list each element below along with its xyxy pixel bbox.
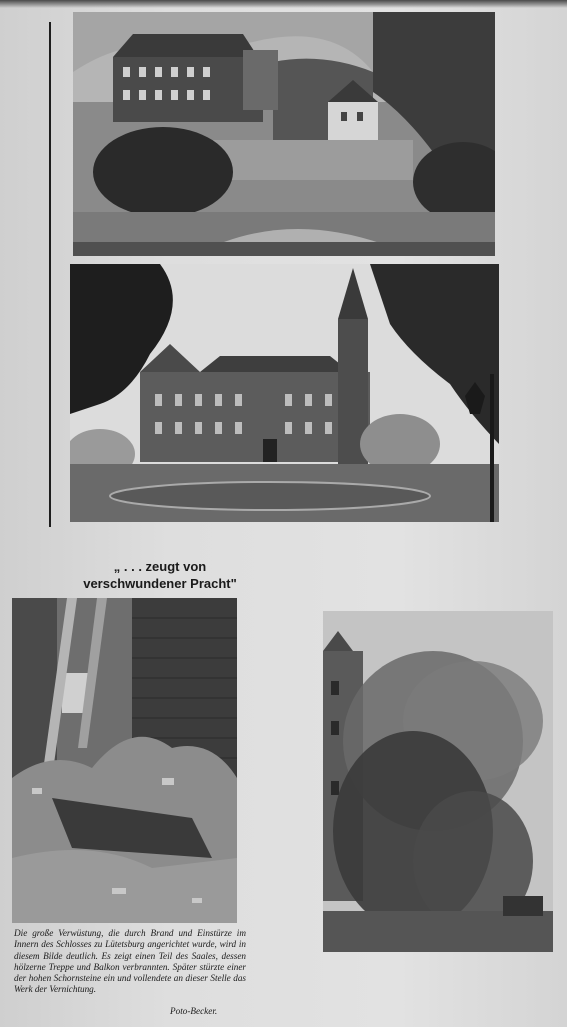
photo-smoke-fire (323, 611, 553, 952)
page-top-edge (0, 0, 567, 8)
headline (60, 558, 260, 592)
photo-engraving-manor (73, 12, 495, 256)
photo-caption (14, 928, 246, 996)
caption-text: Die große Verwüstung, die durch Brand und Einstürze im Innern des Schlosses zu Lütetsburg angerichtet wurde, wird in diesem Bilde deutlich. Es zeigt einen Teil des Saales, dessen hölzerne Treppe und Balkon verbrannten. Später stürzte einer der hohen Schornsteine ein und vollendete an dieser Stelle das Werk der Vernichtung. (14, 928, 246, 995)
headline-line-2: verschwundener Pracht" (83, 576, 237, 591)
column-rule (49, 22, 51, 527)
photo-castle-tower (70, 264, 499, 522)
photo-ruined-interior (12, 598, 237, 923)
headline-line-1: „ . . . zeugt von (113, 559, 207, 574)
photo-credit: Poto-Becker. (170, 1006, 218, 1016)
